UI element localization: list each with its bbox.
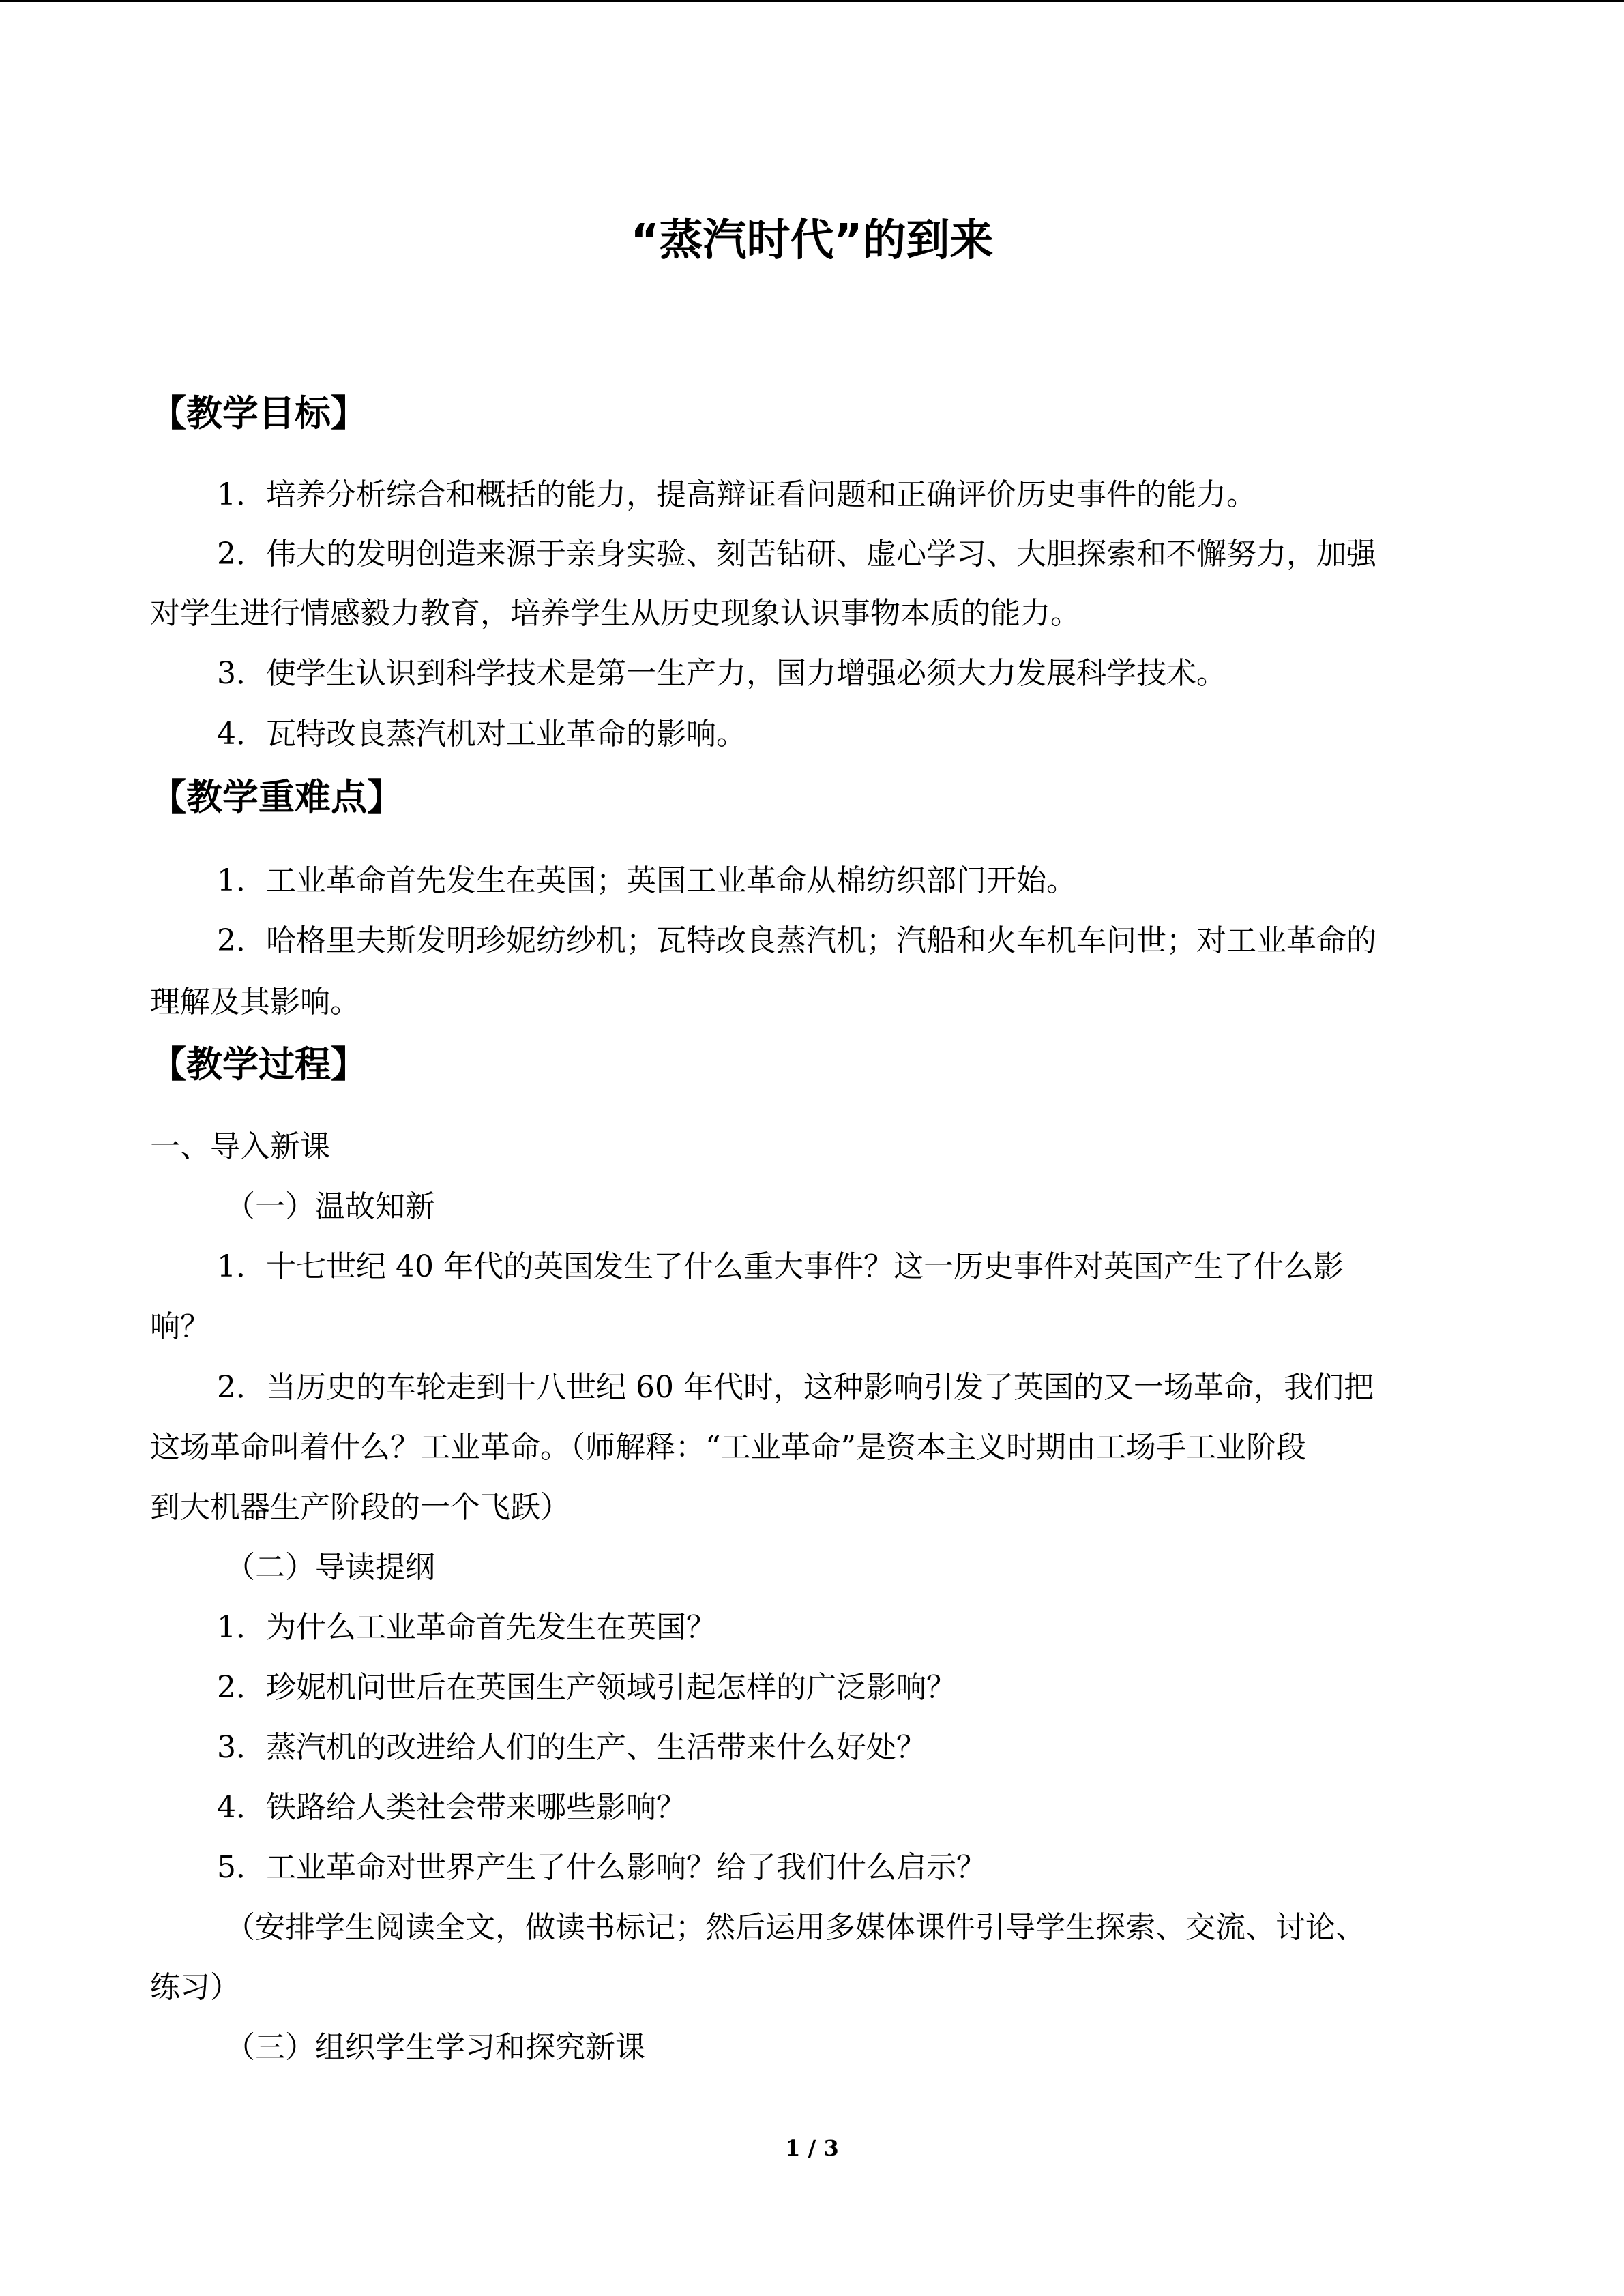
page-number: 1 / 3 xyxy=(785,2135,839,2161)
process-note-cont: 练习） xyxy=(150,1970,240,2005)
process-line-2-cont-b: 到大机器生产阶段的一个飞跃） xyxy=(150,1490,570,1525)
heading-process: 【教学过程】 xyxy=(150,1044,367,1086)
key-point-line-2: 2．哈格里夫斯发明珍妮纺纱机；瓦特改良蒸汽机；汽船和火车机车问世；对工业革命的 xyxy=(217,923,1376,958)
objective-line-1: 1．培养分析综合和概括的能力，提高辩证看问题和正确评价历史事件的能力。 xyxy=(217,477,1256,512)
key-point-line-2-cont: 理解及其影响。 xyxy=(150,985,360,1019)
objective-line-2-cont: 对学生进行情感毅力教育，培养学生从历史现象认识事物本质的能力。 xyxy=(150,596,1080,631)
process-line-1-cont: 响？ xyxy=(150,1309,210,1344)
process-note: （安排学生阅读全文，做读书标记；然后运用多媒体课件引导学生探索、交流、讨论、 xyxy=(225,1910,1365,1945)
document-title: “蒸汽时代”的到来 xyxy=(630,215,994,266)
outline-item-2: 2．珍妮机问世后在英国生产领域引起怎样的广泛影响？ xyxy=(217,1670,956,1705)
process-sub-2: （二）导读提纲 xyxy=(225,1550,435,1585)
objective-line-2: 2．伟大的发明创造来源于亲身实验、刻苦钻研、虚心学习、大胆探索和不懈努力，加强 xyxy=(217,537,1376,571)
process-section-1: 一、导入新课 xyxy=(150,1129,330,1164)
process-sub-1: （一）温故知新 xyxy=(225,1189,435,1224)
heading-objectives: 【教学目标】 xyxy=(150,393,367,434)
process-line-1: 1．十七世纪 40 年代的英国发生了什么重大事件？这一历史事件对英国产生了什么影 xyxy=(217,1249,1344,1284)
heading-key-points: 【教学重难点】 xyxy=(150,777,403,818)
outline-item-1: 1．为什么工业革命首先发生在英国？ xyxy=(217,1610,716,1645)
key-point-line-1: 1．工业革命首先发生在英国；英国工业革命从棉纺织部门开始。 xyxy=(217,863,1076,898)
objective-line-4: 4．瓦特改良蒸汽机对工业革命的影响。 xyxy=(217,717,746,751)
outline-item-3: 3．蒸汽机的改进给人们的生产、生活带来什么好处？ xyxy=(217,1730,926,1765)
process-sub-3: （三）组织学生学习和探究新课 xyxy=(225,2030,645,2065)
objective-line-3: 3．使学生认识到科学技术是第一生产力，国力增强必须大力发展科学技术。 xyxy=(217,656,1226,691)
process-line-2: 2．当历史的车轮走到十八世纪 60 年代时，这种影响引发了英国的又一场革命，我们把 xyxy=(217,1370,1374,1405)
process-line-2-cont-a: 这场革命叫着什么？工业革命。（师解释：“工业革命”是资本主义时期由工场手工业阶段 xyxy=(150,1430,1306,1465)
outline-item-4: 4．铁路给人类社会带来哪些影响？ xyxy=(217,1790,686,1825)
outline-item-5: 5．工业革命对世界产生了什么影响？给了我们什么启示？ xyxy=(217,1850,986,1885)
